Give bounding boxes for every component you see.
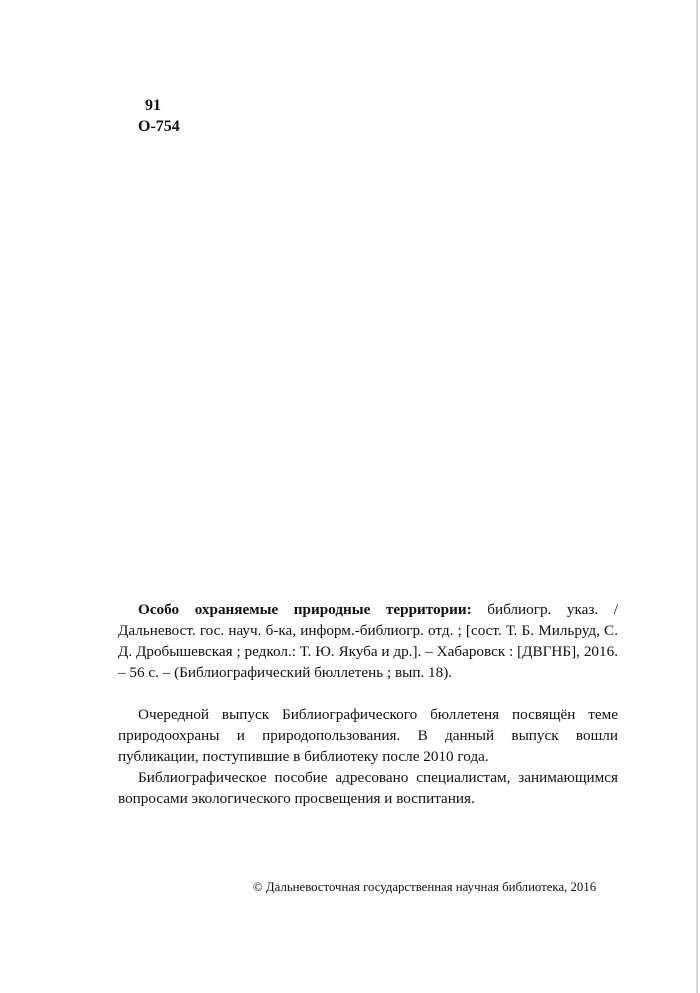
paragraph-gap xyxy=(118,683,618,704)
bibliographic-record xyxy=(118,599,618,683)
record-details: библиогр. указ. / Дальневост. гос. науч. б-ка, информ.-библиогр. отд. ; [сост. Т. Б. Мильруд, С. Д. Дробышевская ; редкол.: Т. Ю. Якуба и др.]. – Хабаровск : [ДВГНБ], 2016. – 56 с. – (Библиографический бюллетень ; вып. 18). xyxy=(118,601,618,681)
page-edge-divider xyxy=(696,0,698,993)
annotation-paragraph: Библиографическое пособие адресовано специалистам, занимающимся вопросами экологического просвещения и воспитания. xyxy=(118,769,618,807)
author-mark: О-754 xyxy=(138,118,180,135)
bibliographic-block xyxy=(118,599,618,809)
classification-codes xyxy=(138,95,180,137)
copyright-notice: © Дальневосточная государственная научная библиотека, 2016 xyxy=(253,880,597,894)
record-title: Особо охраняемые природные территории: xyxy=(138,601,472,618)
annotation-paragraph: Очередной выпуск Библиографического бюллетеня посвящён теме природоохраны и природопользования. В данный выпуск вошли публикации, поступившие в библиотеку после 2010 года. xyxy=(118,706,618,765)
udc-code: 91 xyxy=(145,97,161,114)
